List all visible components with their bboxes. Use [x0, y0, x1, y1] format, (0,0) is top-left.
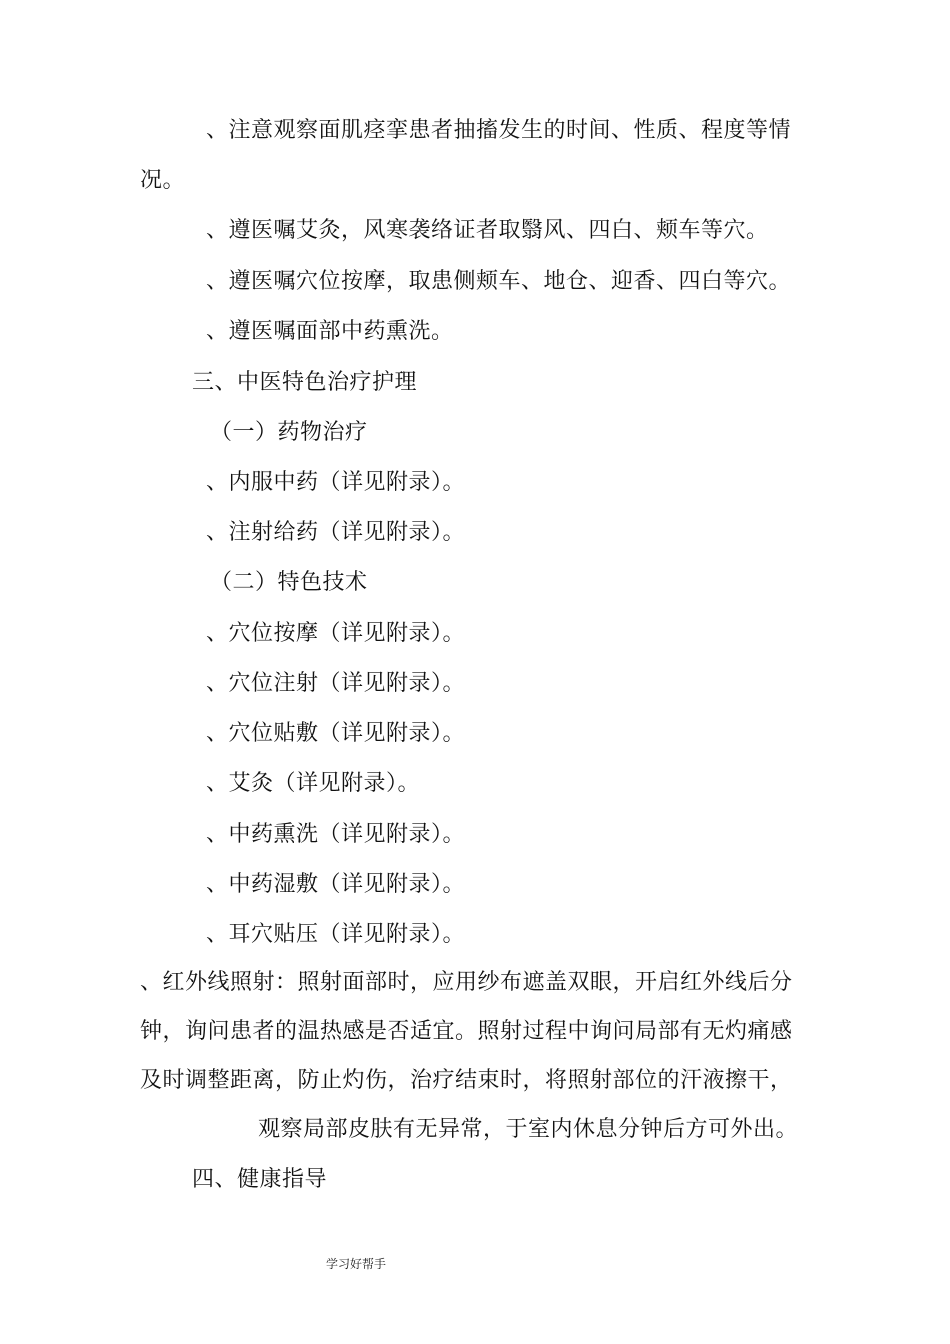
section-heading: 四、健康指导	[192, 1167, 328, 1192]
text-line: 、注意观察面肌痉挛患者抽搐发生的时间、性质、程度等情	[206, 118, 792, 143]
text-line: 况。	[140, 168, 186, 193]
page-footer: 学习好帮手	[326, 1257, 387, 1271]
text-line: 、穴位按摩（详见附录）。	[206, 621, 466, 646]
text-line: 及时调整距离，防止灼伤，治疗结束时，将照射部位的汗液擦干，	[140, 1068, 793, 1093]
text-line: 、中药熏洗（详见附录）。	[206, 822, 466, 847]
text-line: 、穴位贴敷（详见附录）。	[206, 721, 466, 746]
text-line: 、中药湿敷（详见附录）。	[206, 872, 466, 897]
text-line: 、遵医嘱穴位按摩，取患侧颊车、地仓、迎香、四白等穴。	[206, 269, 792, 294]
subsection-heading: （一）药物治疗	[210, 420, 368, 445]
text-line: 、穴位注射（详见附录）。	[206, 671, 466, 696]
text-line: 、注射给药（详见附录）。	[206, 520, 466, 545]
subsection-heading: （二）特色技术	[210, 570, 368, 595]
text-line: 、遵医嘱艾灸，风寒袭络证者取翳风、四白、颊车等穴。	[206, 218, 769, 243]
text-line: 、耳穴贴压（详见附录）。	[206, 922, 466, 947]
text-line: 钟，询问患者的温热感是否适宜。照射过程中询问局部有无灼痛感	[140, 1019, 793, 1044]
text-line: 、艾灸（详见附录）。	[206, 771, 421, 796]
text-line: 、内服中药（详见附录）。	[206, 470, 466, 495]
section-heading: 三、中医特色治疗护理	[192, 370, 418, 395]
text-line: 、遵医嘱面部中药熏洗。	[206, 319, 454, 344]
text-line: 、红外线照射：照射面部时，应用纱布遮盖双眼，开启红外线后分	[140, 970, 793, 995]
text-line: 观察局部皮肤有无异常，于室内休息分钟后方可外出。	[258, 1117, 799, 1142]
